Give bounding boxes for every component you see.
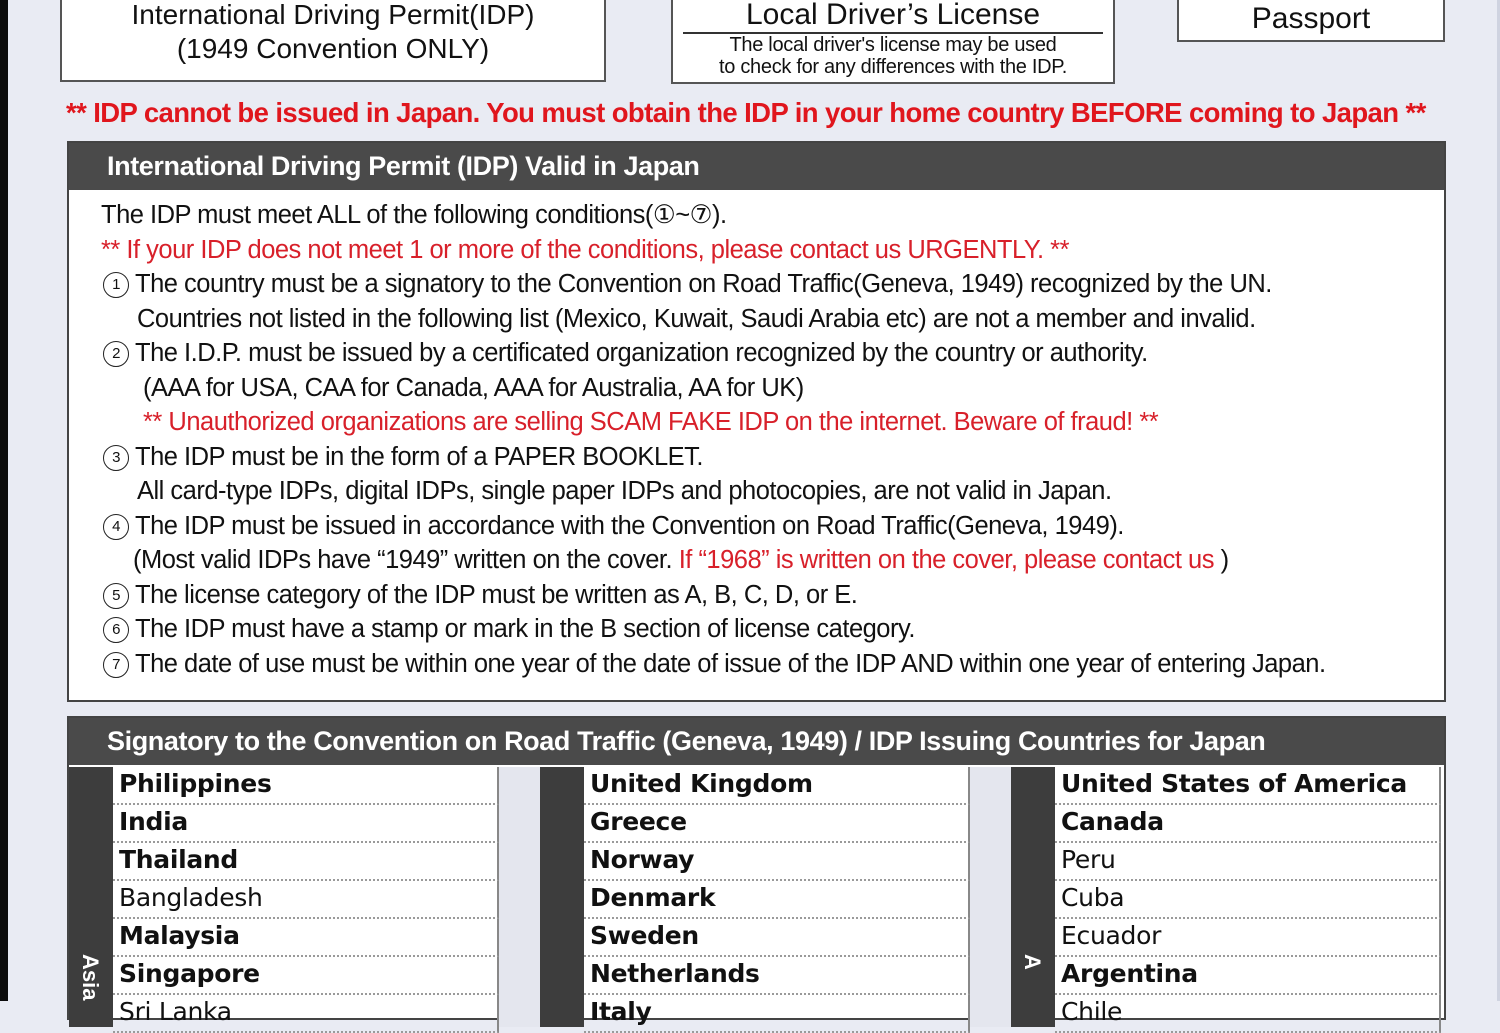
idp-document-box	[60, 0, 606, 82]
country-row: Netherlands	[584, 957, 970, 995]
country-row: Philippines	[113, 767, 499, 805]
condition-6	[101, 612, 1444, 647]
country-row: Italy	[584, 995, 970, 1033]
region-label: A	[1020, 954, 1045, 970]
country-list	[1055, 767, 1441, 1033]
country-column-americas	[1011, 767, 1441, 1027]
condition-4-cont-end: )	[1214, 546, 1229, 574]
idp-box-line1: International Driving Permit(IDP)	[131, 0, 535, 30]
country-row: Malaysia	[113, 919, 499, 957]
condition-2	[101, 336, 1444, 371]
issuance-warning: ** IDP cannot be issued in Japan. You must obtain the IDP in your home country BEFORE coming to Japan **	[66, 97, 1426, 128]
condition-text: The license category of the IDP must be written as A, B, C, D, or E.	[135, 580, 858, 609]
condition-1-cont: Countries not listed in the following list (Mexico, Kuwait, Saudi Arabia etc) are not a member and invalid.	[137, 304, 1256, 333]
conditions-urgent-note: ** If your IDP does not meet 1 or more of the conditions, please contact us URGENTLY. **	[101, 235, 1070, 264]
conditions-body	[69, 190, 1444, 681]
column-gap	[499, 767, 540, 1027]
condition-number: 6	[103, 617, 129, 643]
condition-4	[101, 509, 1444, 544]
country-row: Bangladesh	[113, 881, 499, 919]
license-box-sub1: The local driver's license may be used	[729, 34, 1057, 56]
condition-number: 3	[103, 445, 129, 471]
region-label	[546, 954, 576, 1014]
country-row: Cuba	[1055, 881, 1441, 919]
conditions-header: International Driving Permit (IDP) Valid in Japan	[69, 143, 1444, 190]
condition-1	[101, 267, 1444, 302]
country-row: Greece	[584, 805, 970, 843]
region-bar	[1011, 767, 1055, 1027]
condition-number: 2	[103, 341, 129, 367]
country-list	[113, 767, 499, 1033]
country-row: Sri Lanka	[113, 995, 499, 1033]
condition-number: 7	[103, 652, 129, 678]
condition-text: The IDP must be issued in accordance with the Convention on Road Traffic(Geneva, 1949).	[135, 511, 1124, 540]
condition-text: The IDP must have a stamp or mark in the B section of license category.	[135, 615, 915, 643]
country-row: United States of America	[1055, 767, 1441, 805]
condition-3-cont: All card-type IDPs, digital IDPs, single paper IDPs and photocopies, are not valid in Japan.	[137, 477, 1112, 505]
condition-7	[101, 647, 1444, 682]
condition-4-cont-text: (Most valid IDPs have “1949” written on the cover.	[133, 546, 679, 574]
page-left-border	[0, 0, 8, 1001]
country-row: United Kingdom	[584, 767, 970, 805]
country-row: India	[113, 805, 499, 843]
condition-text: The I.D.P. must be issued by a certificated organization recognized by the country or authority.	[135, 339, 1148, 367]
country-row: Ecuador	[1055, 919, 1441, 957]
country-column-europe	[540, 767, 970, 1027]
region-bar	[540, 767, 584, 1027]
idp-box-line2: (1949 Convention ONLY)	[176, 33, 490, 64]
passport-box-title: Passport	[1251, 2, 1371, 35]
country-row: Chile	[1055, 995, 1441, 1033]
country-column-asia	[69, 767, 499, 1027]
passport-document-box	[1177, 0, 1445, 42]
license-box-sub2: to check for any differences with the IDP.	[719, 56, 1067, 78]
condition-text: The date of use must be within one year of the date of issue of the IDP AND within one year of entering Japan.	[135, 649, 1326, 678]
column-gap	[970, 767, 1011, 1027]
countries-header: Signatory to the Convention on Road Traffic (Geneva, 1949) / IDP Issuing Countries for Japan	[69, 718, 1444, 765]
country-row: Norway	[584, 843, 970, 881]
country-row: Thailand	[113, 843, 499, 881]
contact-us-note: If “1968” is written on the cover, please contact us	[678, 546, 1214, 574]
country-row: Peru	[1055, 843, 1441, 881]
country-list	[584, 767, 970, 1033]
region-bar	[69, 767, 113, 1027]
license-document-box	[671, 0, 1115, 84]
condition-number: 1	[103, 272, 129, 298]
condition-2-cont: (AAA for USA, CAA for Canada, AAA for Australia, AA for UK)	[143, 373, 804, 402]
condition-text: The country must be a signatory to the Convention on Road Traffic(Geneva, 1949) recognized by the UN.	[135, 270, 1272, 298]
country-row: Singapore	[113, 957, 499, 995]
fraud-warning: ** Unauthorized organizations are selling SCAM FAKE IDP on the internet. Beware of fraud! **	[143, 408, 1159, 436]
condition-text: The IDP must be in the form of a PAPER BOOKLET.	[135, 442, 703, 471]
condition-number: 5	[103, 583, 129, 609]
countries-section	[67, 716, 1446, 1026]
conditions-intro: The IDP must meet ALL of the following conditions(①~⑦).	[101, 201, 727, 229]
license-box-title: Local Driver’s License	[683, 0, 1103, 34]
country-row: Denmark	[584, 881, 970, 919]
condition-5	[101, 578, 1444, 613]
condition-number: 4	[103, 514, 129, 540]
country-row: Argentina	[1055, 957, 1441, 995]
country-row: Sweden	[584, 919, 970, 957]
idp-conditions-section	[67, 141, 1446, 702]
region-label: Asia	[78, 954, 103, 1001]
condition-4-cont	[101, 543, 1444, 578]
country-row: Canada	[1055, 805, 1441, 843]
condition-3	[101, 440, 1444, 475]
